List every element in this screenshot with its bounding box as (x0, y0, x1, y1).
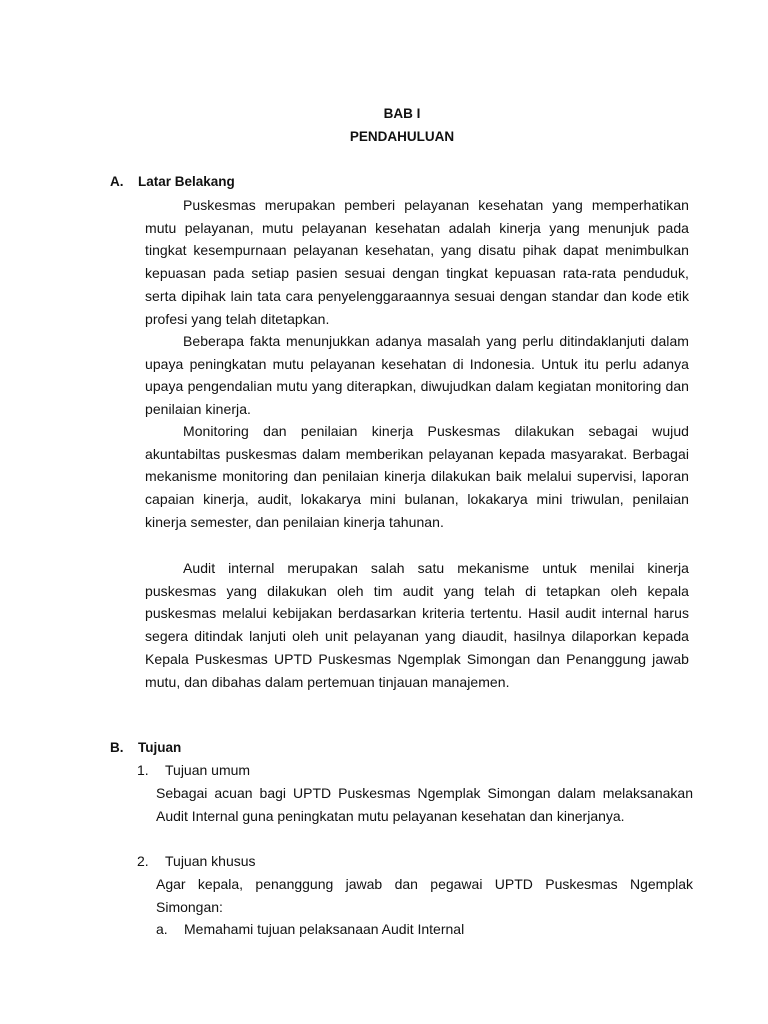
chapter-number: BAB I (383, 106, 421, 121)
paragraph-2: Beberapa fakta menunjukkan adanya masalah yang perlu ditindaklanjuti dalam upaya peningkatan mutu pelayanan kesehatan di Indonesia. Untuk itu perlu adanya upaya pengendalian mutu yang diterapkan, diwujudkan dalam kegiatan monitoring dan penilaian kinerja. (145, 333, 689, 418)
chapter-title: PENDAHULUAN (349, 129, 455, 144)
section-a-letter: A. (110, 174, 124, 189)
section-b-heading (110, 740, 181, 755)
tujuan-umum-item: 1. Tujuan umum (137, 762, 251, 778)
tujuan-umum-label: Tujuan umum (165, 762, 251, 778)
tujuan-khusus-text: Agar kepala, penanggung jawab dan pegawai UPTD Puskesmas Ngemplak Simongan: (156, 876, 693, 915)
section-a-title: Latar Belakang (138, 174, 235, 189)
paragraph-4: Audit internal merupakan salah satu mekanisme untuk menilai kinerja puskesmas yang dilakukan oleh tim audit yang telah di tetapkan oleh kepala puskesmas melalui kebijakan berdasarkan kriteria tertentu. Hasil audit internal harus segera ditindak lanjuti oleh unit pelayanan yang diaudit, hasilnya dilaporkan kepada Kepala Puskesmas UPTD Puskesmas Ngemplak Simongan dan Penanggung jawab mutu, dan dibahas dalam pertemuan tinjauan manajemen. (145, 560, 689, 690)
tujuan-khusus-sub-a-text: Memahami tujuan pelaksanaan Audit Internal (184, 921, 465, 937)
paragraph-1: Puskesmas merupakan pemberi pelayanan kesehatan yang memperhatikan mutu pelayanan, mutu pelayanan kesehatan adalah kinerja yang menunjuk pada tingkat kesempurnaan pelayanan kesehatan, yang disatu pihak dapat menimbulkan kepuasan pada setiap pasien sesuai dengan tingkat kepuasan rata-rata penduduk, serta dipihak lain tata cara penyelenggaraannya sesuai dengan standar dan kode etik profesi yang telah ditetapkan. (145, 197, 689, 327)
tujuan-khusus-item: 2. Tujuan khusus (137, 853, 256, 869)
section-a-heading (110, 174, 235, 189)
tujuan-umum-text: Sebagai acuan bagi UPTD Puskesmas Ngemplak Simongan dalam melaksanakan Audit Internal guna peningkatan mutu pelayanan kesehatan dan kinerjanya. (156, 785, 693, 824)
tujuan-khusus-sub-a: a. Memahami tujuan pelaksanaan Audit Internal (156, 921, 465, 937)
paragraph-3: Monitoring dan penilaian kinerja Puskesmas dilakukan sebagai wujud akuntabiltas puskesmas dalam memberikan pelayanan kepada masyarakat. Berbagai mekanisme monitoring dan penilaian kinerja dilakukan baik melalui supervisi, laporan capaian kinerja, audit, lokakarya mini bulanan, lokakarya mini triwulan, penilaian kinerja semester, dan penilaian kinerja tahunan. (145, 423, 689, 530)
section-b-letter: B. (110, 740, 124, 755)
tujuan-khusus-label: Tujuan khusus (165, 853, 256, 869)
section-b-title: Tujuan (138, 740, 182, 755)
